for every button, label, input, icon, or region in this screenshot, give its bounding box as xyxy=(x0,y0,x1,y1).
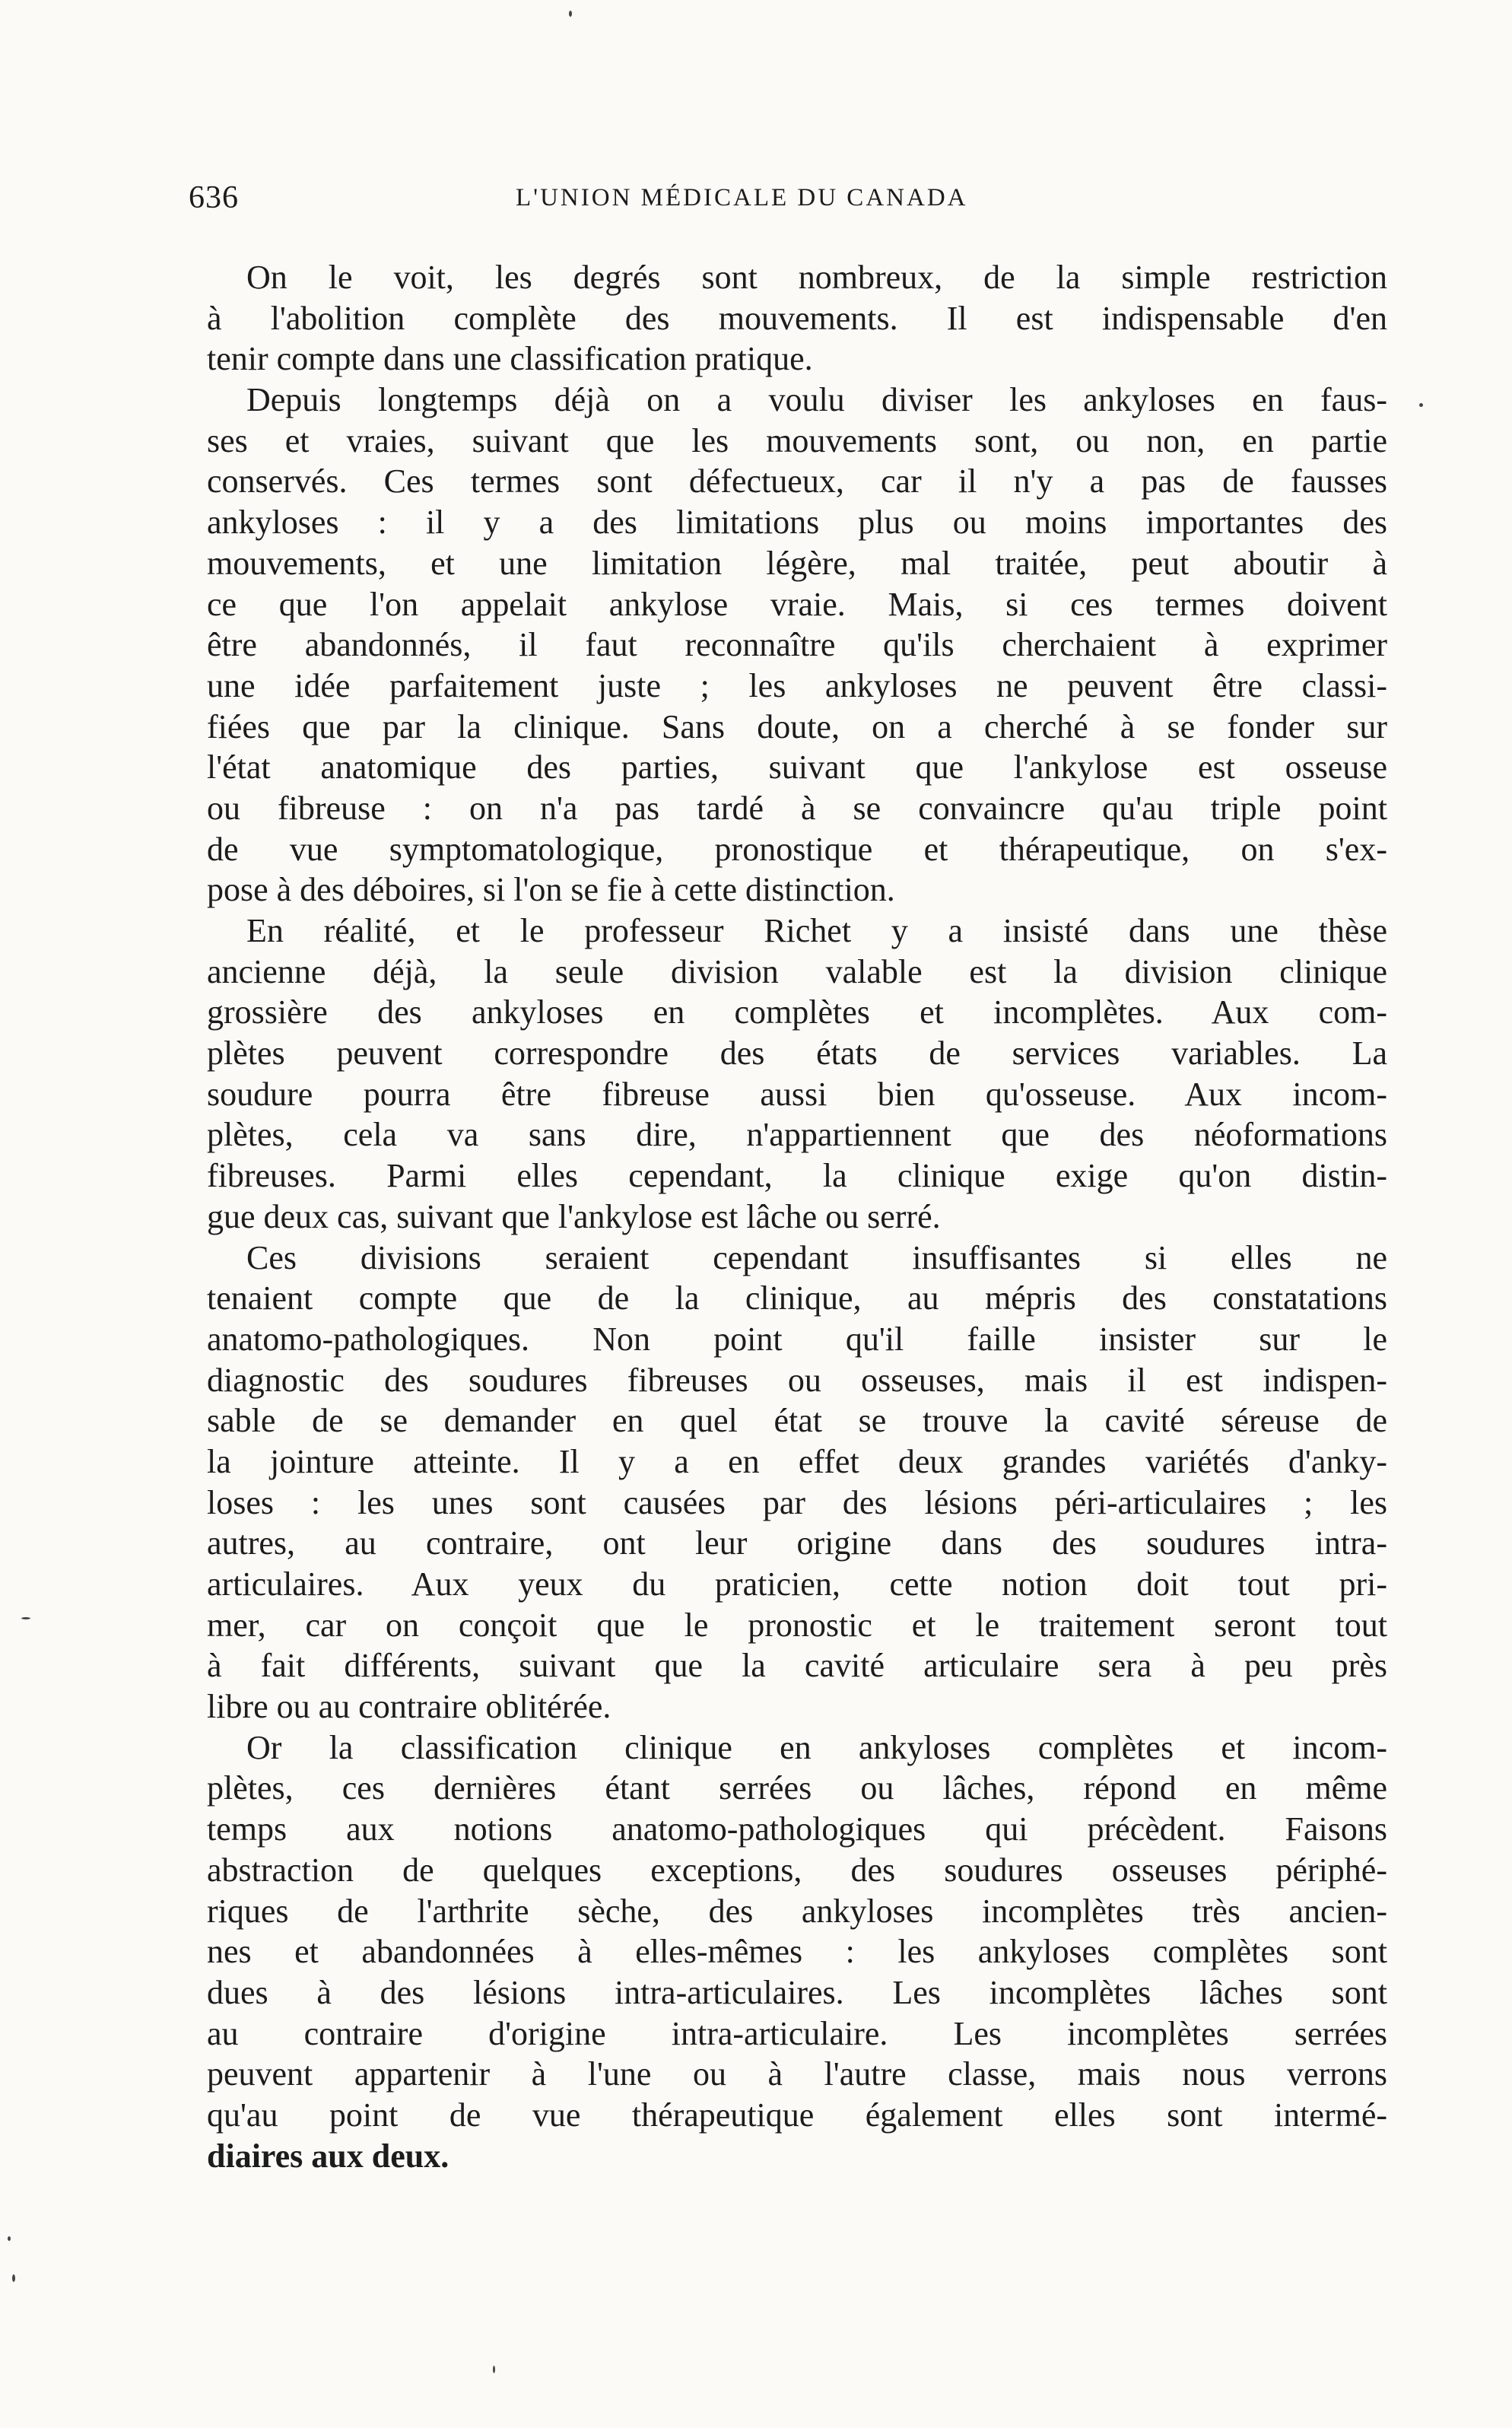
text-line: articulaires. Aux yeux du praticien, cette notion doit tout pri- xyxy=(207,1565,1387,1603)
text-line: nes et abandonnées à elles-mêmes : les ankyloses complètes sont xyxy=(207,1933,1387,1971)
text-line: ancienne déjà, la seule division valable est la division clinique xyxy=(207,952,1387,990)
text-line: mer, car on conçoit que le pronostic et le traitement seront tout xyxy=(207,1606,1387,1644)
scan-speck xyxy=(12,2274,15,2282)
scan-speck xyxy=(21,1617,30,1619)
text-line: libre ou au contraire oblitérée. xyxy=(207,1688,611,1726)
text-line: soudure pourra être fibreuse aussi bien qu'osseuse. Aux incom- xyxy=(207,1075,1387,1113)
text-line: l'état anatomique des parties, suivant que l'ankylose est osseuse xyxy=(207,748,1387,787)
scan-speck xyxy=(8,2236,11,2241)
text-line: qu'au point de vue thérapeutique également elles sont intermé- xyxy=(207,2096,1387,2134)
text-line: plètes, ces dernières étant serrées ou lâches, répond en même xyxy=(207,1769,1387,1807)
text-line: à l'abolition complète des mouvements. Il est indispensable d'en xyxy=(207,299,1387,337)
text-line: tenaient compte que de la clinique, au mépris des constatations xyxy=(207,1279,1387,1317)
scan-speck xyxy=(493,2366,495,2373)
text-line: anatomo-pathologiques. Non point qu'il faille insister sur le xyxy=(207,1320,1387,1358)
text-line: de vue symptomatologique, pronostique et thérapeutique, on s'ex- xyxy=(207,830,1387,868)
scan-speck xyxy=(1419,403,1423,407)
text-line: diaires aux deux. xyxy=(207,2137,449,2175)
text-line: grossière des ankyloses en complètes et incomplètes. Aux com- xyxy=(207,993,1387,1031)
text-line: tenir compte dans une classification pratique. xyxy=(207,340,813,378)
body-text xyxy=(207,257,1387,2176)
text-line: plètes peuvent correspondre des états de services variables. La xyxy=(207,1034,1387,1073)
page-header xyxy=(189,180,1360,225)
text-line: abstraction de quelques exceptions, des soudures osseuses périphé- xyxy=(207,1851,1387,1889)
text-line: pose à des déboires, si l'on se fie à cette distinction. xyxy=(207,871,895,909)
text-line: temps aux notions anatomo-pathologiques qui précèdent. Faisons xyxy=(207,1810,1387,1848)
text-line: être abandonnés, il faut reconnaître qu'ils cherchaient à exprimer xyxy=(207,626,1387,664)
text-line: conservés. Ces termes sont défectueux, car il n'y a pas de fausses xyxy=(207,462,1387,501)
running-title: L'UNION MÉDICALE DU CANADA xyxy=(516,184,968,211)
text-line: gue deux cas, suivant que l'ankylose est lâche ou serré. xyxy=(207,1197,941,1235)
text-line: plètes, cela va sans dire, n'appartiennent que des néoformations xyxy=(207,1116,1387,1154)
text-line: On le voit, les degrés sont nombreux, de la simple restriction xyxy=(246,259,1387,296)
text-line: riques de l'arthrite sèche, des ankyloses incomplètes très ancien- xyxy=(207,1892,1387,1930)
scan-speck xyxy=(569,11,572,17)
text-line: En réalité, et le professeur Richet y a insisté dans une thèse xyxy=(246,912,1387,949)
text-line: la jointure atteinte. Il y a en effet deux grandes variétés d'anky- xyxy=(207,1442,1387,1480)
text-line: ce que l'on appelait ankylose vraie. Mais, si ces termes doivent xyxy=(207,585,1387,623)
page-number: 636 xyxy=(189,180,239,215)
text-line: à fait différents, suivant que la cavité articulaire sera à peu près xyxy=(207,1647,1387,1685)
text-line: Or la classification clinique en ankyloses complètes et incom- xyxy=(246,1728,1387,1766)
text-line: loses : les unes sont causées par des lésions péri-articulaires ; les xyxy=(207,1483,1387,1521)
text-line: fiées que par la clinique. Sans doute, on a cherché à se fonder sur xyxy=(207,707,1387,745)
text-line: autres, au contraire, ont leur origine dans des soudures intra- xyxy=(207,1524,1387,1562)
text-line: diagnostic des soudures fibreuses ou osseuses, mais il est indispen- xyxy=(207,1361,1387,1399)
text-line: au contraire d'origine intra-articulaire. Les incomplètes serrées xyxy=(207,2014,1387,2052)
text-line: Depuis longtemps déjà on a voulu diviser les ankyloses en faus- xyxy=(246,381,1387,419)
text-line: Ces divisions seraient cependant insuffisantes si elles ne xyxy=(246,1238,1387,1276)
text-line: mouvements, et une limitation légère, mal traitée, peut aboutir à xyxy=(207,544,1387,582)
text-line: dues à des lésions intra-articulaires. Les incomplètes lâches sont xyxy=(207,1973,1387,2011)
text-line: une idée parfaitement juste ; les ankyloses ne peuvent être classi- xyxy=(207,666,1387,704)
text-line: fibreuses. Parmi elles cependant, la clinique exige qu'on distin- xyxy=(207,1157,1387,1195)
text-line: peuvent appartenir à l'une ou à l'autre classe, mais nous verrons xyxy=(207,2055,1387,2093)
text-line: ankyloses : il y a des limitations plus ou moins importantes des xyxy=(207,504,1387,542)
text-line: ou fibreuse : on n'a pas tardé à se convaincre qu'au triple point xyxy=(207,789,1387,827)
text-line: ses et vraies, suivant que les mouvements sont, ou non, en partie xyxy=(207,421,1387,459)
text-line: sable de se demander en quel état se trouve la cavité séreuse de xyxy=(207,1402,1387,1440)
